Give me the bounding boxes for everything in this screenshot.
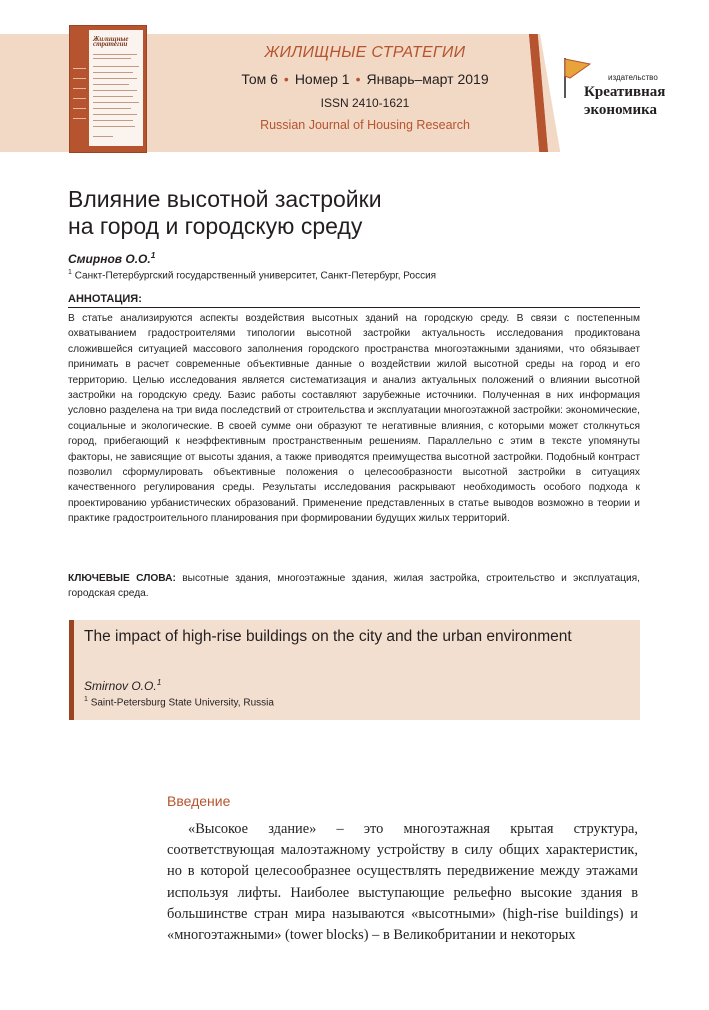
body-paragraph: «Высокое здание» – это многоэтажная крытая структура, соответствующая малоэтажному устройству в силу общих характеристик, но в которой целесообразнее осуществлять передвижение между этажами используя лифты. Наиболее выступающие рельефно высокие здания в большинстве стран мира называются «высотными» (high-rise buildings) и «многоэтажными» (tower blocks) – в Великобритании и некоторых xyxy=(167,821,638,944)
publisher-label: издательство xyxy=(608,73,658,82)
keywords-text: высотные здания, многоэтажные здания, жилая застройка, строительство и эксплуатация, городская среда. xyxy=(68,573,640,600)
affiliation-text: Санкт-Петербургский государственный университет, Санкт-Петербург, Россия xyxy=(74,270,437,282)
affiliation-sup: 1 xyxy=(68,269,72,276)
journal-cover-thumbnail xyxy=(70,26,146,152)
english-title: The impact of high-rise buildings on the city and the urban environment xyxy=(84,628,572,645)
publisher-name-line1: Креативная xyxy=(584,84,666,100)
annotation-divider xyxy=(68,307,640,308)
issue-number: Номер 1 xyxy=(294,71,350,87)
keywords-label: КЛЮЧЕВЫЕ СЛОВА: xyxy=(68,573,176,584)
issn: ISSN 2410-1621 xyxy=(320,96,410,110)
english-author-name: Smirnov O.O. xyxy=(84,679,157,693)
journal-english-title: Russian Journal of Housing Research xyxy=(260,118,470,132)
section-title: Введение xyxy=(167,793,231,809)
author-ru xyxy=(68,250,155,266)
author-sup: 1 xyxy=(150,250,156,260)
author-name: Смирнов О.О. xyxy=(68,252,151,266)
keywords-block xyxy=(68,571,640,602)
annotation-text: В статье анализируются аспекты воздействия высотных зданий на городскую среду. В связи с постепенным охватыванием градостроителями типологии высотной застройки актуальность исследования продиктована сложившейся ситуацией массового заполнения городского пространства многоэтажными зданиями, что обязывает принимать в расчет современные объективные данные о воздействии жилой высотной среды на город и его территорию. Целью исследования является систематизация и анализ актуальных положений о влиянии высотной застройки на городскую среду. Базис работы составляют зарубежные источники. Полученная в них информация условно разделена на три вида последствий от строительства и эксплуатации многоэтажной застройки: экономические, социальные и экологические. В своей сумме они образуют те негативные влияния, с которыми может столкнуться город, прибегающий к неэффективным пространственным решениям. Параллельно с этим в тексте упомянуты факторы, не зависящие от высоты здания, а также приводятся преимущества высотной застройки. Подобный контраст позволил сформулировать объективные положения о целесообразности высотной застройки в ситуациях качественного регулирования среды. Результаты исследования раскрывают необходимость особого подхода к проектированию урбанистических образований. Применение представленных в статье выводов возможно в теории и практике градостроительного планирования при формировании будущих жилых территорий. xyxy=(68,313,640,525)
english-affiliation-sup: 1 xyxy=(84,696,88,703)
volume: Том 6 xyxy=(241,71,278,87)
issue-period: Январь–март 2019 xyxy=(366,71,489,87)
annotation-label: АННОТАЦИЯ: xyxy=(68,293,142,305)
english-affiliation xyxy=(84,696,274,708)
article-title-line1: Влияние высотной застройки xyxy=(68,186,382,212)
journal-title: ЖИЛИЩНЫЕ СТРАТЕГИИ xyxy=(264,44,466,61)
article-title-line2: на город и городскую среду xyxy=(68,213,363,239)
article-title xyxy=(68,186,628,240)
issue-line: Том 6 • Номер 1 • Январь–март 2019 xyxy=(241,71,489,87)
publisher-name-line2: экономика xyxy=(584,102,658,118)
cover-title: Жилищные стратегии xyxy=(93,35,129,48)
english-author xyxy=(84,677,161,693)
english-affiliation-text: Saint-Petersburg State University, Russia xyxy=(90,697,274,709)
english-author-sup: 1 xyxy=(156,677,162,687)
affiliation-ru xyxy=(68,269,436,281)
